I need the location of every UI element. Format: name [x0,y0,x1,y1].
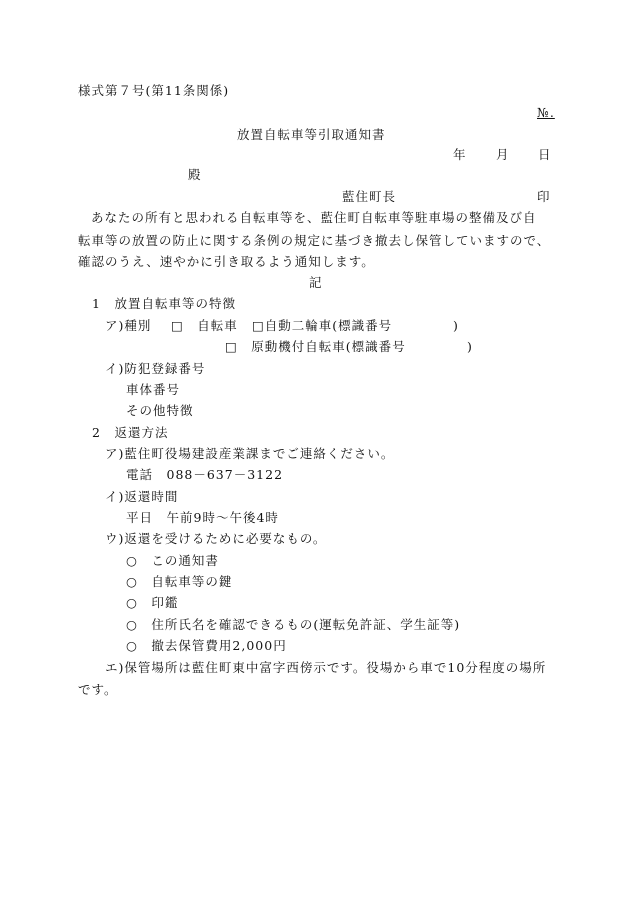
required-item: ○ 印鑑 [126,595,179,610]
required-item: ○ 撤去保管費用2,000円 [126,638,287,653]
intro-line-1: あなたの所有と思われる自転車等を、藍住町自転車等駐車場の整備及び自 [91,210,537,225]
type-moped-checkbox: □ 原動機付自転車(標識番号 [225,339,406,354]
date-month: 月 [496,147,510,162]
return-hours-label: イ)返還時間 [105,489,179,504]
moped-close-paren: ) [467,339,473,354]
return-hours: 平日 午前9時～午後4時 [126,510,279,525]
section-1-heading: 1 放置自転車等の特徴 [92,296,236,311]
issuer-name: 藍住町長 [342,189,397,204]
body-number-label: 車体番号 [126,382,181,397]
storage-location-line-1: エ)保管場所は藍住町東中富字西傍示です。役場から車で10分程度の場所 [105,660,547,675]
date-day: 日 [538,147,552,162]
type-label: ア)種別 [105,318,152,333]
document-number-label: №. [537,105,555,120]
required-item: ○ 住所氏名を確認できるもの(運転免許証、学生証等) [126,617,461,632]
contact-instruction: ア)藍住町役場建設産業課までご連絡ください。 [105,446,395,461]
type-motorcycle-checkbox: □自動二輪車(標識番号 [252,318,393,333]
motorcycle-close-paren: ) [453,318,459,333]
date-year: 年 [453,147,467,162]
form-number: 様式第７号(第11条関係) [78,83,230,98]
intro-line-2: 転車等の放置の防止に関する条例の規定に基づき撤去し保管していますので、 [78,233,551,248]
section-2-heading: 2 返還方法 [92,425,169,440]
type-bicycle-checkbox: □ 自転車 [171,318,238,333]
seal-mark: 印 [537,189,551,204]
required-item: ○ 自転車等の鍵 [126,574,233,589]
ki-heading: 記 [309,275,323,290]
intro-line-3: 確認のうえ、速やかに引き取るよう通知します。 [78,254,375,269]
required-item: ○ この通知書 [126,553,219,568]
phone-number: 電話 088－637－3122 [126,467,284,482]
required-items-label: ウ)返還を受けるために必要なもの。 [105,531,327,546]
security-registration-label: イ)防犯登録番号 [105,361,206,376]
document-title: 放置自転車等引取通知書 [237,127,386,142]
addressee-suffix: 殿 [188,167,202,182]
other-features-label: その他特徴 [126,403,194,418]
storage-location-line-2: です。 [78,682,118,697]
